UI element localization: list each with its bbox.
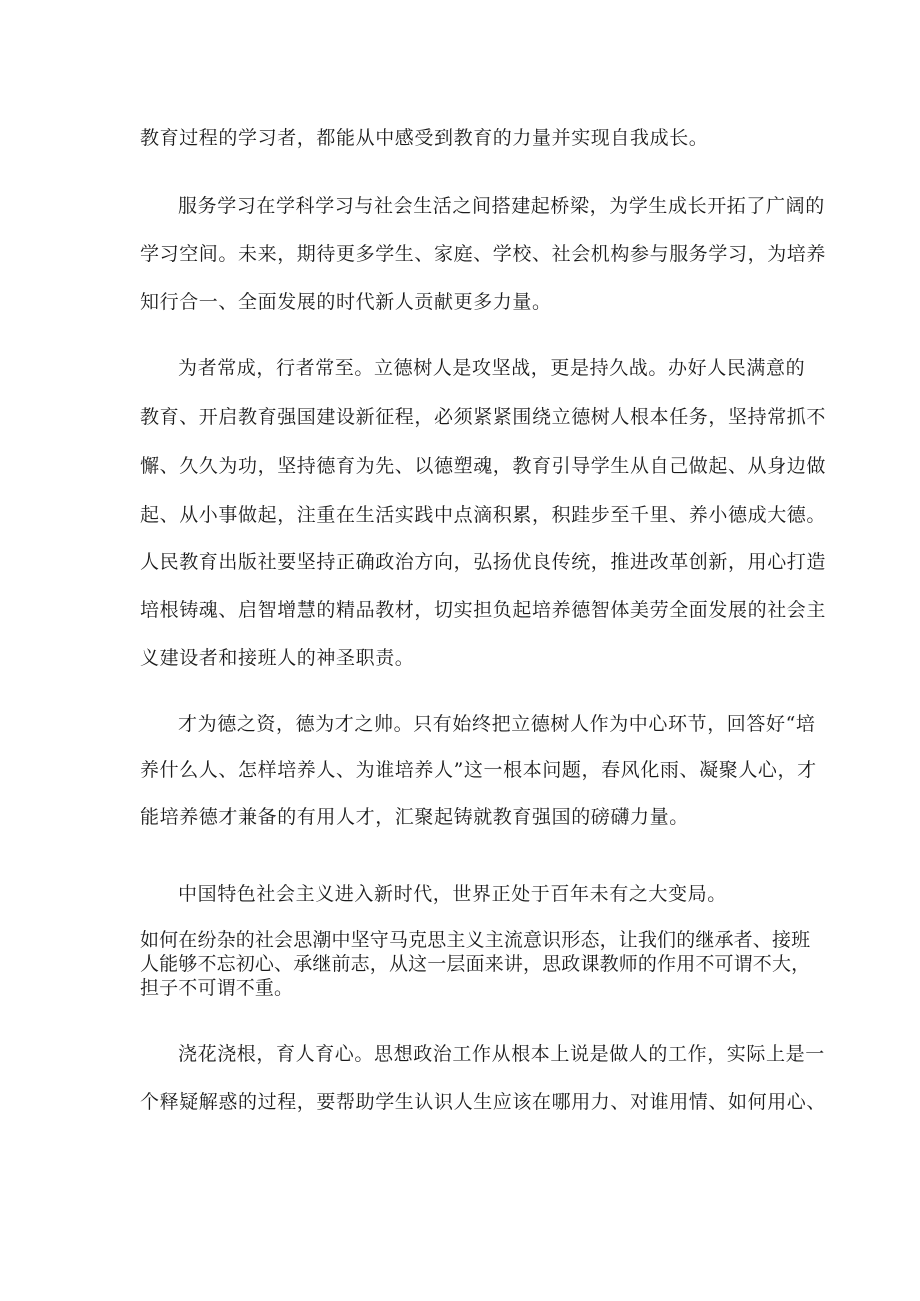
paragraph-3-line-3: 懈、久久为功，坚持德育为先、以德塑魂，教育引导学生从自己做起、从身边做 [140,455,827,477]
paragraph-2-line-3: 知行合一、全面发展的时代新人贡献更多力量。 [140,291,552,313]
paragraph-3-line-5: 人民教育出版社要坚持正确政治方向，弘扬优良传统，推进改革创新，用心打造 [140,551,827,573]
paragraph-3-line-7: 义建设者和接班人的神圣职责。 [140,647,415,669]
paragraph-4-line-1: 才为德之资，德为才之帅。只有始终把立德树人作为中心环节，回答好“培 [178,713,816,735]
paragraph-3-line-6: 培根铸魂、启智增慧的精品教材，切实担负起培养德智体美劳全面发展的社会主 [140,599,827,621]
paragraph-3-line-1: 为者常成，行者常至。立德树人是攻坚战，更是持久战。办好人民满意的 [178,357,806,379]
paragraph-7-line-2: 个释疑解惑的过程，要帮助学生认识人生应该在哪用力、对谁用情、如何用心、 [140,1091,827,1113]
paragraph-6-line-3: 担子不可谓不重。 [140,977,294,999]
paragraph-3-line-4: 起、从小事做起，注重在生活实践中点滴积累，积跬步至千里、养小德成大德。 [140,504,827,526]
paragraph-6-line-1: 如何在纷杂的社会思潮中坚守马克思主义主流意识形态，让我们的继承者、接班 [140,929,811,951]
paragraph-3-line-2: 教育、开启教育强国建设新征程，必须紧紧围绕立德树人根本任务，坚持常抓不 [140,406,827,428]
paragraph-4-line-3: 能培养德才兼备的有用人才，汇聚起铸就教育强国的磅礴力量。 [140,806,689,828]
paragraph-4-line-2: 养什么人、怎样培养人、为谁培养人”这一根本问题，春风化雨、凝聚人心，才 [140,759,817,781]
paragraph-6-line-2: 人能够不忘初心、承继前志，从这一层面来讲，思政课教师的作用不可谓不大， [140,953,811,975]
paragraph-2-line-2: 学习空间。未来，期待更多学生、家庭、学校、社会机构参与服务学习，为培养 [140,243,827,265]
paragraph-2-line-1: 服务学习在学科学习与社会生活之间搭建起桥梁，为学生成长开拓了广阔的 [178,195,825,217]
paragraph-5-line-1: 中国特色社会主义进入新时代，世界正处于百年未有之大变局。 [178,883,727,905]
paragraph-1-line-1: 教育过程的学习者，都能从中感受到教育的力量并实现自我成长。 [140,127,709,149]
paragraph-7-line-1: 浇花浇根，育人育心。思想政治工作从根本上说是做人的工作，实际上是一 [178,1043,825,1065]
